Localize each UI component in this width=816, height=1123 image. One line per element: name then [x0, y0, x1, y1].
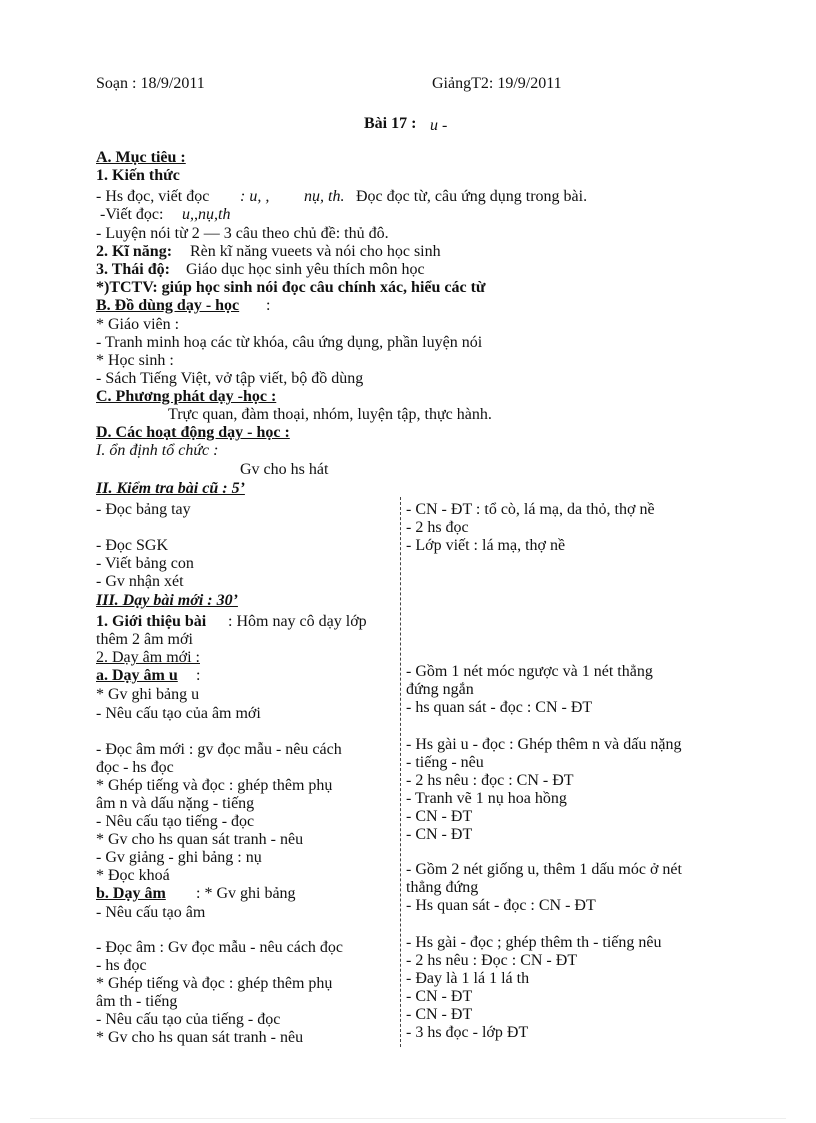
day-am-u-heading: a. Dạy âm u: [96, 667, 178, 684]
giang-date: GiảngT2: 19/9/2011: [432, 75, 562, 92]
kiem-tra-heading: II. Kiểm tra bài cũ : 5’: [96, 480, 245, 497]
objective-line-1d: Đọc đọc từ, câu ứng dụng trong bài.: [356, 188, 588, 205]
day-am-u-tail: :: [196, 667, 201, 684]
left-line: thêm 2 âm mới: [96, 631, 193, 648]
left-line: - Nêu cấu tạo của âm mới: [96, 705, 261, 722]
right-line: - CN - ĐT: [406, 1006, 473, 1023]
left-line: - hs đọc: [96, 957, 147, 974]
hoc-sinh-line: - Sách Tiếng Việt, vở tập viết, bộ đồ dùng: [96, 370, 364, 387]
left-line: - Nêu cấu tạo của tiếng - đọc: [96, 1011, 281, 1028]
left-line: - Nêu cấu tạo tiếng - đọc: [96, 813, 255, 830]
section-d-heading: D. Các hoạt động dạy - học :: [96, 424, 290, 441]
left-line: - Gv nhận xét: [96, 573, 184, 590]
day-am-moi-heading: 2. Dạy âm mới :: [96, 649, 200, 666]
right-line: - 3 hs đọc - lớp ĐT: [406, 1024, 529, 1041]
right-line: - Tranh vẽ 1 nụ hoa hồng: [406, 790, 567, 807]
hoc-sinh-label: * Học sinh :: [96, 352, 174, 369]
left-line: - Đọc âm mới : gv đọc mẫu - nêu cách: [96, 741, 342, 758]
section-c-heading: C. Phương phát dạy -học :: [96, 388, 277, 405]
left-line: * Đọc khoá: [96, 867, 170, 884]
right-line: đứng ngắn: [406, 681, 474, 698]
left-line: * Ghép tiếng và đọc : ghép thêm phụ: [96, 777, 333, 794]
left-line: - Viết bảng con: [96, 555, 194, 572]
ki-nang-label: 2. Kĩ năng:: [96, 243, 173, 260]
right-line: - 2 hs nêu : Đọc : CN - ĐT: [406, 952, 578, 969]
left-line: * Gv cho hs quan sát tranh - nêu: [96, 1029, 304, 1046]
ki-nang-text: Rèn kĩ năng vueets và nói cho học sinh: [190, 243, 441, 260]
right-line: - hs quan sát - đọc : CN - ĐT: [406, 699, 593, 716]
objective-line-1a: - Hs đọc, viết đọc: [96, 188, 210, 205]
left-line: - Đọc SGK: [96, 537, 168, 554]
gioi-thieu-label: 1. Giới thiệu bài: [96, 613, 207, 630]
right-line: - Gồm 1 nét móc ngược và 1 nét thẳng: [406, 663, 653, 680]
day-am-b-heading: b. Dạy âm: [96, 885, 166, 902]
right-line: - 2 hs nêu : đọc : CN - ĐT: [406, 772, 574, 789]
left-line: * Gv ghi bảng u: [96, 686, 200, 703]
left-line: âm th - tiếng: [96, 993, 178, 1010]
right-line: - CN - ĐT: [406, 826, 473, 843]
left-line: âm n và dấu nặng - tiếng: [96, 795, 255, 812]
thai-do-text: Giáo dục học sinh yêu thích môn học: [186, 261, 425, 278]
right-line: - CN - ĐT: [406, 988, 473, 1005]
day-bai-moi-heading: III. Dạy bài mới : 30’: [96, 592, 238, 609]
giao-vien-line: - Tranh minh hoạ các từ khóa, câu ứng dụng, phần luyện nói: [96, 334, 483, 351]
day-am-b-tail: : * Gv ghi bảng: [196, 885, 296, 902]
section-b-heading-tail: :: [266, 297, 271, 314]
left-line: đọc - hs đọc: [96, 759, 174, 776]
lesson-title-sub: u -: [430, 117, 448, 134]
section-b-heading: B. Đồ dùng dạy - học: [96, 297, 240, 314]
objective-line-1c: nụ, th.: [304, 188, 345, 205]
right-line: - Hs quan sát - đọc : CN - ĐT: [406, 897, 596, 914]
soan-date: Soạn : 18/9/2011: [96, 75, 205, 92]
right-line: - Gồm 2 nét giống u, thêm 1 dấu móc ở nét: [406, 861, 682, 878]
section-a-heading: A. Mục tiêu :: [96, 149, 186, 166]
kien-thuc-heading: 1. Kiến thức: [96, 167, 180, 184]
right-line: - CN - ĐT: [406, 808, 473, 825]
right-line: - CN - ĐT : tổ cò, lá mạ, da thỏ, thợ nề: [406, 501, 655, 518]
page-bottom-edge: [30, 1118, 786, 1119]
left-line: - Đọc âm : Gv đọc mẫu - nêu cách đọc: [96, 939, 344, 956]
right-line: thẳng đứng: [406, 879, 479, 896]
left-line: - Gv giảng - ghi bảng : nụ: [96, 849, 262, 866]
right-line: - tiếng - nêu: [406, 754, 484, 771]
on-dinh-heading: I. ổn định tổ chức :: [96, 442, 219, 459]
right-line: - Đay là 1 lá 1 lá th: [406, 970, 530, 987]
left-line: - Đọc bảng tay: [96, 501, 191, 518]
right-line: - Hs gài - đọc ; ghép thêm th - tiếng nêu: [406, 934, 662, 951]
objective-line-1b: : u, ,: [240, 188, 270, 205]
left-line: - Nêu cấu tạo âm: [96, 904, 206, 921]
tctv-line: *)TCTV: giúp học sinh nói đọc câu chính xác, hiểu các từ: [96, 279, 486, 296]
objective-line-3: - Luyện nói từ 2 — 3 câu theo chủ đề: thủ đô.: [96, 225, 389, 242]
gioi-thieu-text: : Hôm nay cô dạy lớp: [228, 613, 367, 630]
thai-do-label: 3. Thái độ:: [96, 261, 170, 278]
right-line: - 2 hs đọc: [406, 519, 469, 536]
column-divider: [400, 497, 401, 1047]
objective-line-2a: -Viết đọc:: [100, 206, 164, 223]
on-dinh-line: Gv cho hs hát: [240, 461, 329, 478]
left-line: * Ghép tiếng và đọc : ghép thêm phụ: [96, 975, 333, 992]
right-line: - Lớp viết : lá mạ, thợ nề: [406, 537, 566, 554]
right-line: - Hs gài u - đọc : Ghép thêm n và dấu nặng: [406, 736, 682, 753]
section-c-line: Trực quan, đàm thoại, nhóm, luyện tập, thực hành.: [168, 406, 492, 423]
giao-vien-label: * Giáo viên :: [96, 316, 180, 333]
objective-line-2b: u,,nụ,th: [182, 206, 231, 223]
lesson-title: Bài 17 :: [364, 115, 417, 132]
left-line: * Gv cho hs quan sát tranh - nêu: [96, 831, 304, 848]
